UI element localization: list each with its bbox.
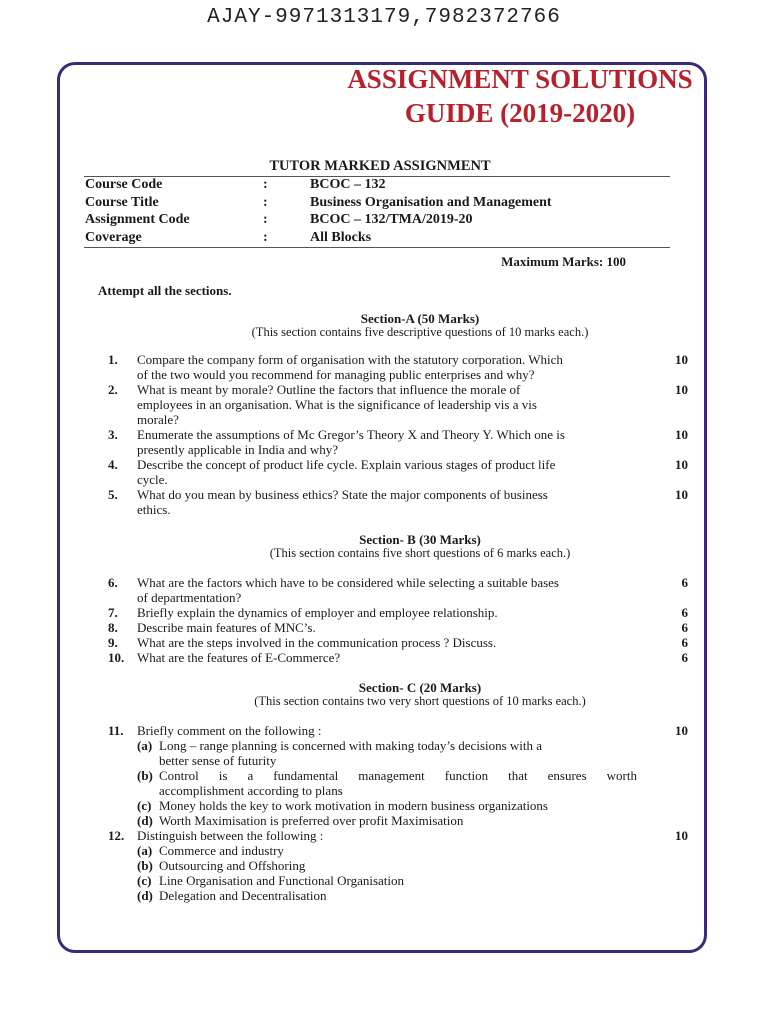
question-text [137,828,647,843]
question-line: cycle. [137,472,168,487]
question-line: What are the steps involved in the communication process ? Discuss. [137,635,497,650]
course-info-value: Business Organisation and Management [310,194,552,210]
question-line: Briefly explain the dynamics of employer and employee relationship. [137,605,498,620]
sub-question-line: Long – range planning is concerned with making today’s decisions with a [159,738,543,753]
question-text [137,352,647,382]
question-number: 3. [108,427,118,442]
sub-question [137,768,637,798]
sub-question-label: (d) [137,813,153,828]
question-number: 1. [108,352,118,367]
course-info-label: Assignment Code [85,212,190,227]
question-marks: 10 [675,457,688,472]
sub-question-label: (b) [137,768,153,783]
question-item [108,575,688,605]
sub-question-line: Outsourcing and Offshoring [159,858,306,873]
course-info-label: Course Code [85,177,163,192]
question-item [108,650,688,665]
question-text [137,487,647,517]
question-marks: 6 [681,650,688,665]
sub-question-label: (a) [137,843,153,858]
question-text [137,575,647,605]
question-marks: 10 [675,352,688,367]
section-a-note: (This section contains five descriptive questions of 10 marks each.) [251,325,589,339]
sub-question-line: Money holds the key to work motivation in modern business organizations [159,798,548,813]
question-line: Describe the concept of product life cycle. Explain various stages of product life [137,457,556,472]
question-line: ethics. [137,502,171,517]
course-info-row [85,212,645,230]
question-item [108,635,688,650]
question-line: Distinguish between the following : [137,828,324,843]
header-contact-numbers: AJAY-9971313179,7982372766 [207,6,561,29]
question-number: 12. [108,828,125,843]
sub-question-label: (a) [137,738,153,753]
question-text [137,635,647,650]
sub-question-line: better sense of futurity [159,753,277,768]
question-number: 4. [108,457,118,472]
guide-title [300,62,740,130]
question-number: 7. [108,605,118,620]
sub-question [137,813,637,828]
sub-question-line: Delegation and Decentralisation [159,888,327,903]
maximum-marks: Maximum Marks: 100 [501,254,626,269]
question-number: 6. [108,575,118,590]
sub-question-line: accomplishment according to plans [159,783,343,798]
sub-question-line: Worth Maximisation is preferred over profit Maximisation [159,813,464,828]
course-info-sep: : [263,229,268,245]
sub-question-line: Commerce and industry [159,843,284,858]
question-item [108,828,688,843]
question-number: 10. [108,650,125,665]
question-line: What are the features of E-Commerce? [137,650,341,665]
question-item [108,723,688,738]
question-line: Enumerate the assumptions of Mc Gregor’s Theory X and Theory Y. Which one is [137,427,565,442]
question-text [137,620,647,635]
sub-question-label: (d) [137,888,153,903]
question-text [137,605,647,620]
question-text [137,650,647,665]
guide-title-line-1: ASSIGNMENT SOLUTIONS [347,64,693,94]
guide-title-line-2: GUIDE (2019-2020) [404,98,636,128]
course-info-row [85,230,645,248]
sub-question-label: (c) [137,873,152,888]
question-text [137,457,647,487]
question-text [137,427,647,457]
course-info-label: Course Title [85,194,159,210]
question-marks: 10 [675,723,688,738]
question-line: What do you mean by business ethics? State the major components of business [137,487,548,502]
sub-question-line: Control is a fundamental management function that ensures worth [159,768,637,783]
sub-question [137,873,637,888]
sub-question [137,858,637,873]
question-line: Briefly comment on the following : [137,723,322,738]
question-line: What is meant by morale? Outline the factors that influence the morale of [137,382,521,397]
question-line: employees in an organisation. What is the significance of leadership vis a vis [137,397,537,412]
instruction-text: Attempt all the sections. [98,283,232,298]
question-number: 9. [108,635,118,650]
question-text [137,382,647,427]
question-item [108,620,688,635]
course-info-label: Coverage [85,229,142,245]
sub-question-label: (c) [137,798,152,813]
course-info-sep: : [263,177,268,192]
course-info-row [85,177,645,195]
question-text [137,723,647,738]
question-marks: 10 [675,427,688,442]
question-line: of departmentation? [137,590,242,605]
course-info-value: BCOC – 132 [310,177,386,192]
question-marks: 6 [681,575,688,590]
sub-question-line: Line Organisation and Functional Organisation [159,873,405,888]
question-marks: 10 [675,487,688,502]
question-item [108,605,688,620]
question-line: presently applicable in India and why? [137,442,339,457]
section-a-questions [108,352,688,517]
course-info-value: BCOC – 132/TMA/2019-20 [310,212,473,227]
question-item [108,427,688,457]
question-item [108,382,688,427]
question-number: 5. [108,487,118,502]
tma-heading: TUTOR MARKED ASSIGNMENT [269,158,491,174]
sub-question [137,843,637,858]
section-b-title: Section- B (30 Marks) [359,532,481,547]
section-c-questions [108,723,688,903]
section-b-questions [108,575,688,665]
question-line: morale? [137,412,179,427]
question-marks: 6 [681,635,688,650]
question-item [108,487,688,517]
question-number: 8. [108,620,118,635]
question-marks: 10 [675,828,688,843]
section-a-title: Section-A (50 Marks) [360,311,480,326]
sub-question [137,738,637,768]
divider-bottom [84,247,670,248]
section-c-title: Section- C (20 Marks) [358,680,482,695]
sub-question [137,798,637,813]
question-item [108,457,688,487]
course-info-sep: : [263,194,268,210]
course-info-row [85,195,645,213]
question-marks: 6 [681,605,688,620]
course-info-value: All Blocks [310,229,372,245]
question-item [108,352,688,382]
question-line: Compare the company form of organisation with the statutory corporation. Which [137,352,563,367]
question-line: Describe main features of MNC’s. [137,620,316,635]
question-line: What are the factors which have to be considered while selecting a suitable bases [137,575,559,590]
course-info-table [85,177,645,247]
question-marks: 6 [681,620,688,635]
sub-question-label: (b) [137,858,153,873]
section-c-note: (This section contains two very short questions of 10 marks each.) [254,694,586,708]
question-number: 11. [108,723,124,738]
section-b-note: (This section contains five short questions of 6 marks each.) [269,546,571,560]
sub-question [137,888,637,903]
course-info-sep: : [263,212,268,227]
question-number: 2. [108,382,118,397]
question-marks: 10 [675,382,688,397]
question-line: of the two would you recommend for managing public enterprises and why? [137,367,535,382]
